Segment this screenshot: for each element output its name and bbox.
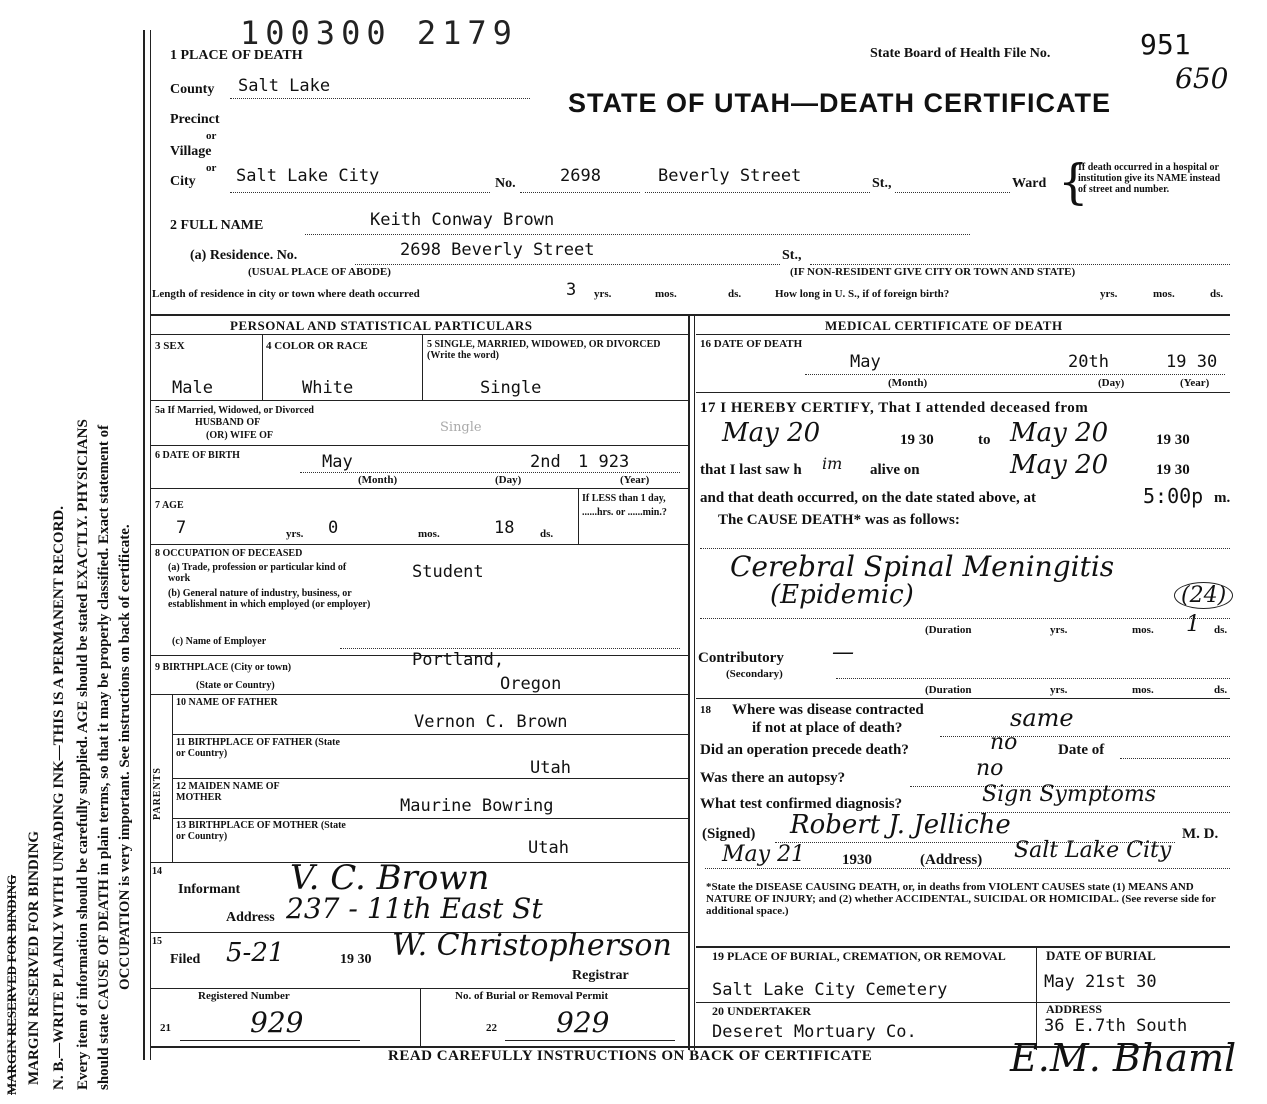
marital-status-label: 5 SINGLE, MARRIED, WIDOWED, OR DIVORCED (Write the word): [427, 339, 661, 361]
nonresident-note: (IF NON-RESIDENT GIVE CITY OR TOWN AND STATE): [790, 266, 1076, 278]
us-yrs: yrs.: [1100, 288, 1118, 300]
dod-year: 19 30: [1166, 352, 1218, 372]
ward-label: Ward: [1012, 176, 1047, 191]
instructions-footer: READ CAREFULLY INSTRUCTIONS ON BACK OF CERTIFICATE: [388, 1048, 873, 1064]
county-label: County: [170, 82, 215, 97]
row-rule-8: [150, 544, 690, 545]
marital-status-value: Single: [480, 378, 542, 398]
occupation-label: 8 OCCUPATION OF DECEASED: [155, 548, 303, 559]
physician-address: Salt Lake City: [1014, 838, 1172, 863]
dod-day-caption: (Day): [1098, 377, 1125, 389]
city-value: Salt Lake City: [236, 166, 380, 186]
dod-year-caption: (Year): [1180, 377, 1210, 389]
autopsy-value: no: [976, 756, 1004, 781]
attended-from-year: 19 30: [900, 432, 934, 448]
father-birthplace-label: 11 BIRTHPLACE OF FATHER (State or Country): [176, 737, 340, 759]
burial-place-label: 19 PLACE OF BURIAL, CREMATION, OR REMOVAL: [712, 949, 1006, 963]
precinct-label: Precinct: [170, 112, 220, 127]
dod-line: [805, 374, 1225, 375]
contracted-value: same: [1010, 704, 1074, 732]
personal-section-title: PERSONAL AND STATISTICAL PARTICULARS: [230, 318, 533, 333]
mother-name-label: 12 MAIDEN NAME OF MOTHER: [176, 781, 280, 803]
street-no-label: No.: [495, 176, 516, 191]
undertaker-value: Deseret Mortuary Co.: [712, 1022, 917, 1042]
item-22-number: 22: [486, 1022, 497, 1034]
time-m-label: m.: [1214, 490, 1231, 506]
race-value: White: [302, 378, 354, 398]
hospital-note: If death occurred in a hospital or institution give its NAME instead of street and number.: [1078, 162, 1221, 195]
file-number-handwritten: 650: [1175, 62, 1229, 95]
or-label-2: or: [206, 162, 217, 174]
contracted-label-2: if not at place of death?: [752, 720, 903, 736]
cause-line-bottom: [700, 618, 1230, 619]
spouse-label-c: (OR) WIFE OF: [206, 430, 274, 441]
alive-on-date: May 20: [1010, 450, 1109, 480]
section-top-rule: [150, 314, 1230, 316]
contracted-line: [940, 736, 1230, 737]
filed-year: 19 30: [340, 952, 372, 967]
residence-value: 2698 Beverly Street: [400, 240, 595, 260]
us-ds: ds.: [1210, 288, 1224, 300]
registrar-label: Registrar: [572, 968, 629, 983]
filed-label: Filed: [170, 952, 201, 967]
autopsy-label: Was there an autopsy?: [700, 770, 846, 786]
operation-date-line: [1120, 758, 1230, 759]
medical-section-title: MEDICAL CERTIFICATE OF DEATH: [825, 318, 1063, 333]
sex-col-rule: [262, 334, 263, 400]
mother-birthplace-label: 13 BIRTHPLACE OF MOTHER (State or Country): [176, 820, 346, 842]
registered-number-label: Registered Number: [198, 990, 290, 1002]
age-mos-label: mos.: [418, 528, 440, 540]
operation-value: no: [990, 730, 1018, 755]
filed-date: 5-21: [226, 938, 285, 968]
duration-label-2: (Duration: [925, 684, 972, 696]
place-of-death-label: 1 PLACE OF DEATH: [170, 48, 303, 63]
secondary-caption: (Secondary): [726, 668, 783, 680]
birthplace-city: Portland,: [412, 650, 505, 670]
alive-on-year: 19 30: [1156, 462, 1190, 478]
physician-address-line: [705, 868, 1230, 869]
certificate-title: STATE OF UTAH—DEATH CERTIFICATE: [568, 88, 1111, 118]
sex-value: Male: [172, 378, 213, 398]
informant-address-label: Address: [226, 910, 275, 925]
permit-number-underline: [505, 1040, 675, 1041]
birthplace-state: Oregon: [500, 674, 562, 694]
burial-date-value: May 21st 30: [1044, 972, 1157, 992]
length-years-value: 3: [566, 280, 577, 300]
cause-code: (24): [1174, 582, 1233, 609]
dob-day: 2nd: [530, 452, 561, 472]
father-name: Vernon C. Brown: [414, 712, 568, 732]
street-line: [645, 192, 870, 193]
registrar-final-signature: E.M. Bhaml: [1010, 1036, 1237, 1080]
attended-to-year: 19 30: [1156, 432, 1190, 448]
duration-ds-2: ds.: [1214, 684, 1228, 696]
length-mos: mos.: [655, 288, 677, 300]
city-line: [230, 192, 490, 193]
cause-line-top: [700, 548, 1230, 549]
occupation-value: Student: [412, 562, 484, 582]
contributory-label: Contributory: [698, 650, 784, 666]
ward-line: [895, 192, 1010, 193]
md-label: M. D.: [1182, 826, 1219, 842]
county-value: Salt Lake: [238, 76, 331, 96]
age-days: 18: [494, 518, 515, 538]
undertaker-address-label: ADDRESS: [1046, 1002, 1103, 1016]
us-residence-label: How long in U. S., if of foreign birth?: [775, 288, 950, 300]
row-rule-13: [172, 818, 690, 819]
spouse-label-b: HUSBAND OF: [195, 417, 261, 428]
serial-number: 100300 2179: [240, 14, 518, 52]
burial-permit-number: 929: [556, 1006, 610, 1039]
to-label: to: [978, 432, 991, 448]
city-label: City: [170, 174, 196, 189]
burial-col-rule: [1036, 946, 1037, 1050]
cause-of-death-1: Cerebral Spinal Meningitis: [730, 550, 1115, 583]
contributory-line: [836, 678, 1230, 679]
occupation-b-label: (b) General nature of industry, business, or establishment in which employed (or employer): [168, 588, 371, 610]
duration-ds-1: ds.: [1214, 624, 1228, 636]
color-race-label: 4 COLOR OR RACE: [266, 340, 368, 352]
residence-st-label: St.,: [782, 248, 802, 263]
dod-month-caption: (Month): [888, 377, 928, 389]
abode-note: (USUAL PLACE OF ABODE): [248, 266, 391, 278]
residence-line: [355, 264, 780, 265]
father-birthplace: Utah: [530, 758, 571, 778]
dob-year-caption: (Year): [620, 474, 650, 486]
undertaker-address-value: 36 E.7th South: [1044, 1016, 1188, 1036]
burial-permit-label: No. of Burial or Removal Permit: [455, 990, 609, 1002]
spouse-value-faded: Single: [440, 420, 482, 435]
spouse-label-a: 5a If Married, Widowed, or Divorced: [155, 405, 314, 416]
mother-birthplace: Utah: [528, 838, 569, 858]
age-months: 0: [328, 518, 339, 538]
instruction-line-1: Every item of information should be carefully supplied. AGE should be stated EXACTLY. PHYSICIANS: [75, 419, 91, 1090]
registrar-signature: W. Christopherson: [392, 928, 672, 963]
file-number: 951: [1140, 28, 1191, 61]
street-no-line: [520, 192, 640, 193]
margin-binding-note: MARGIN RESERVED FOR BINDING: [26, 830, 42, 1085]
duration-yrs-2: yrs.: [1050, 684, 1068, 696]
birthplace-label: 9 BIRTHPLACE (City or town): [155, 662, 292, 673]
brace-glyph: {: [1058, 154, 1089, 210]
contributory-value: —: [832, 640, 854, 665]
burial-place-value: Salt Lake City Cemetery: [712, 980, 948, 1000]
duration-mos-2: mos.: [1132, 684, 1154, 696]
informant-signature: V. C. Brown: [290, 858, 490, 898]
cause-footnote: *State the DISEASE CAUSING DEATH, or, in deaths from VIOLENT CAUSES state (1) MEANS AND NATURE OF INJURY; and (2) whether ACCIDENTAL, SUICIDAL OR HOMICIDAL. (See reverse side for additional space.): [706, 881, 1216, 917]
parents-label: PARENTS: [152, 767, 163, 820]
dob-day-caption: (Day): [495, 474, 522, 486]
age-less-rule: [578, 488, 579, 544]
center-divider: [688, 314, 690, 1050]
med-row-rule-18: [696, 698, 1230, 699]
ink-instruction: N. B.—WRITE PLAINLY WITH UNFADING INK—THIS IS A PERMANENT RECORD.: [51, 506, 67, 1090]
center-divider-inner: [694, 314, 695, 1050]
street-value: Beverly Street: [658, 166, 802, 186]
undertaker-label: 20 UNDERTAKER: [712, 1004, 812, 1018]
row-rule-12: [172, 778, 690, 779]
informant-label: Informant: [178, 882, 241, 897]
certify-label: 17 I HEREBY CERTIFY, That I attended deceased from: [700, 400, 1089, 416]
test-label: What test confirmed diagnosis?: [700, 796, 903, 812]
frame-left-border: [143, 30, 145, 1060]
attended-from-date: May 20: [722, 418, 821, 448]
instruction-line-2: should state CAUSE OF DEATH in plain terms, so that it may be properly classified. Exact statement of: [96, 424, 112, 1090]
dob-year: 1 923: [578, 452, 630, 472]
death-occurred-label: and that death occurred, on the date stated above, at: [700, 490, 1036, 506]
residence-label: (a) Residence. No.: [190, 248, 298, 263]
occupation-a-label: (a) Trade, profession or particular kind of work: [168, 562, 347, 584]
street-no-value: 2698: [560, 166, 601, 186]
test-value: Sign Symptoms: [982, 782, 1157, 807]
employer-line: [340, 648, 680, 649]
age-yrs-label: yrs.: [286, 528, 304, 540]
signed-date: May 21: [722, 842, 806, 867]
row-rule-11: [172, 734, 690, 735]
physician-address-label: (Address): [920, 852, 983, 868]
length-ds: ds.: [728, 288, 742, 300]
dod-month: May: [850, 352, 881, 372]
duration-days-value: 1: [1186, 612, 1200, 637]
date-of-death-label: 16 DATE OF DEATH: [700, 338, 803, 350]
burial-date-label: DATE OF BURIAL: [1046, 948, 1156, 963]
reg-number-underline: [180, 1040, 360, 1041]
cause-label: The CAUSE DEATH* was as follows:: [718, 512, 960, 528]
registered-number: 929: [250, 1006, 304, 1039]
county-line: [230, 98, 530, 99]
full-name-line: [305, 234, 970, 235]
signed-year: 1930: [842, 852, 872, 868]
age-label: 7 AGE: [155, 500, 184, 511]
frame-left-border-inner: [150, 30, 151, 1060]
employer-label: (c) Name of Employer: [172, 636, 267, 647]
permit-col-rule: [420, 988, 421, 1048]
operation-label: Did an operation precede death?: [700, 742, 909, 758]
item-14-number: 14: [152, 866, 162, 877]
duration-label-1: (Duration: [925, 624, 972, 636]
dob-label: 6 DATE OF BIRTH: [155, 450, 240, 461]
contracted-label: Where was disease contracted: [732, 702, 924, 718]
duration-mos-1: mos.: [1132, 624, 1154, 636]
row-rule-5a: [150, 400, 690, 401]
physician-signature: Robert J. Jelliche: [790, 810, 1011, 840]
dob-month: May: [322, 452, 353, 472]
full-name-value: Keith Conway Brown: [370, 210, 555, 230]
margin-binding-note-struck: MARGIN RESERVED FOR BINDING: [4, 874, 19, 1095]
length-yrs: yrs.: [594, 288, 612, 300]
attended-to-date: May 20: [1010, 418, 1109, 448]
residence-city-line: [810, 264, 1230, 265]
dod-day: 20th: [1068, 352, 1109, 372]
mother-name: Maurine Bowring: [400, 796, 554, 816]
village-label: Village: [170, 144, 212, 159]
medical-header-rule: [696, 334, 1230, 335]
item-21-number: 21: [160, 1022, 171, 1034]
instruction-line-3: OCCUPATION is very important. See instructions on back of certificate.: [117, 524, 133, 990]
date-of-label: Date of: [1058, 742, 1105, 758]
row-rule-7: [150, 488, 690, 489]
full-name-label: 2 FULL NAME: [170, 218, 264, 233]
file-number-label: State Board of Health File No.: [870, 46, 1051, 61]
alive-on-label: alive on: [870, 462, 920, 478]
length-residence-label: Length of residence in city or town where death occurred: [152, 288, 420, 300]
row-rule-10: [150, 694, 690, 695]
dob-month-caption: (Month): [358, 474, 398, 486]
row-rule-6: [150, 445, 690, 446]
item-15-number: 15: [152, 936, 162, 947]
us-mos: mos.: [1153, 288, 1175, 300]
dob-line: [300, 472, 680, 473]
sex-label: 3 SEX: [155, 340, 185, 352]
less-than-day-label: If LESS than 1 day, ......hrs. or ......min.?: [582, 493, 667, 518]
age-ds-label: ds.: [540, 528, 554, 540]
personal-header-rule: [150, 334, 690, 335]
med-row-rule-17: [696, 392, 1230, 393]
informant-address: 237 - 11th East St: [286, 892, 543, 925]
race-col-rule: [422, 334, 423, 400]
time-of-death: 5:00p: [1143, 484, 1204, 508]
last-saw-label: that I last saw h: [700, 462, 802, 478]
father-name-label: 10 NAME OF FATHER: [176, 697, 278, 708]
med-row-rule-20: [696, 1002, 1230, 1003]
or-label-1: or: [206, 130, 217, 142]
item-18-number: 18: [700, 704, 711, 716]
birthplace-state-caption: (State or Country): [196, 680, 275, 691]
duration-yrs-1: yrs.: [1050, 624, 1068, 636]
st-label: St.,: [872, 176, 892, 191]
signed-label: (Signed): [702, 826, 756, 842]
cause-of-death-2: (Epidemic): [770, 580, 914, 610]
last-saw-pronoun: im: [822, 454, 843, 473]
age-years: 7: [176, 518, 187, 538]
